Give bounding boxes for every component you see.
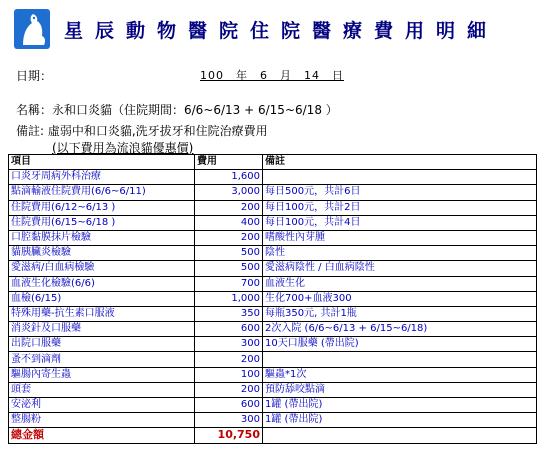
fee-cell: 600	[195, 322, 263, 337]
note-cell: 陰性	[263, 246, 537, 261]
fee-cell: 300	[195, 337, 263, 352]
table-row	[9, 413, 537, 428]
note-cell: 愛滋病陰性 / 白血病陰性	[263, 261, 537, 276]
item-cell: 總金額	[9, 428, 195, 443]
fee-cell: 500	[195, 246, 263, 261]
fee-cell: 300	[195, 413, 263, 428]
item-cell: 消炎針及口服藥	[9, 322, 195, 337]
item-cell: 貓胰臟炎檢驗	[9, 246, 195, 261]
note-cell: 1罐 (帶出院)	[263, 413, 537, 428]
header-fee: 費用	[195, 155, 263, 170]
fee-cell: 350	[195, 306, 263, 321]
table-row	[9, 185, 537, 200]
note-cell: 每日500元，共計6日	[263, 185, 537, 200]
fee-cell: 400	[195, 215, 263, 230]
item-cell: 住院費用(6/12~6/13 )	[9, 200, 195, 215]
fee-cell: 200	[195, 382, 263, 397]
clinic-logo	[14, 9, 50, 49]
item-cell: 蚤不到滴劑	[9, 352, 195, 367]
table-row	[9, 276, 537, 291]
total-row	[9, 428, 537, 443]
header-note: 備註	[263, 155, 537, 170]
item-cell: 血液生化檢驗(6/6)	[9, 276, 195, 291]
note-cell: 生化700+血液300	[263, 291, 537, 306]
header-item: 項目	[9, 155, 195, 170]
item-cell: 整腸粉	[9, 413, 195, 428]
table-row	[9, 230, 537, 245]
note-cell	[263, 428, 537, 443]
table-row	[9, 306, 537, 321]
note-cell: 1罐 (帶出院)	[263, 398, 537, 413]
item-cell: 安泌利	[9, 398, 195, 413]
item-cell: 口炎牙周病外科治療	[9, 170, 195, 185]
table-row	[9, 322, 537, 337]
fee-cell: 100	[195, 367, 263, 382]
item-cell: 血檢(6/15)	[9, 291, 195, 306]
table-row	[9, 367, 537, 382]
note-cell	[263, 170, 537, 185]
page-title: 星辰動物醫院住院醫療費用明細	[64, 20, 499, 42]
note-cell: 每瓶350元, 共計1瓶	[263, 306, 537, 321]
fee-cell: 3,000	[195, 185, 263, 200]
table-row	[9, 170, 537, 185]
item-cell: 驅腸內寄生蟲	[9, 367, 195, 382]
table-row	[9, 352, 537, 367]
table-row	[9, 291, 537, 306]
item-cell: 愛滋病/白血病檢驗	[9, 261, 195, 276]
item-cell: 頭套	[9, 382, 195, 397]
fee-cell: 10,750	[195, 428, 263, 443]
date-value: 100 年 6 月 14 日	[200, 69, 344, 82]
note-cell	[263, 352, 537, 367]
note-cell: 2次入院 (6/6~6/13 + 6/15~6/18)	[263, 322, 537, 337]
item-cell: 住院費用(6/15~6/18 )	[9, 215, 195, 230]
table-row	[9, 215, 537, 230]
date-label: 日期：	[16, 69, 53, 83]
table-row	[9, 200, 537, 215]
table-row	[9, 337, 537, 352]
note-cell: 嗜酸性內芽腫	[263, 230, 537, 245]
fee-cell: 700	[195, 276, 263, 291]
note-cell: 10天口服藥 (帶出院)	[263, 337, 537, 352]
note-cell: 驅蟲*1次	[263, 367, 537, 382]
fee-cell: 1,000	[195, 291, 263, 306]
discount-note: (以下費用為流浪貓優惠價)	[52, 141, 194, 155]
remark-line: 備註: 虛弱中和口炎貓,洗牙拔牙和住院治療費用	[16, 124, 268, 138]
item-cell: 出院口服藥	[9, 337, 195, 352]
item-cell: 特殊用藥-抗生素口服液	[9, 306, 195, 321]
note-cell: 每日100元，共計4日	[263, 215, 537, 230]
fee-cell: 600	[195, 398, 263, 413]
patient-name-line: 名稱：永和口炎貓（住院期間：6/6~6/13 + 6/15~6/18 ）	[16, 103, 338, 117]
table-row	[9, 382, 537, 397]
table-row	[9, 398, 537, 413]
item-cell: 口腔黏膜抹片檢驗	[9, 230, 195, 245]
table-header-row	[9, 155, 537, 170]
note-cell: 血液生化	[263, 276, 537, 291]
note-cell: 預防舔咬點滴	[263, 382, 537, 397]
fee-cell: 200	[195, 352, 263, 367]
fee-table	[8, 154, 537, 444]
note-cell: 每日100元，共計2日	[263, 200, 537, 215]
fee-cell: 200	[195, 200, 263, 215]
fee-cell: 500	[195, 261, 263, 276]
table-row	[9, 246, 537, 261]
item-cell: 點滴輸液住院費用(6/6~6/11)	[9, 185, 195, 200]
table-row	[9, 261, 537, 276]
fee-cell: 200	[195, 230, 263, 245]
fee-cell: 1,600	[195, 170, 263, 185]
